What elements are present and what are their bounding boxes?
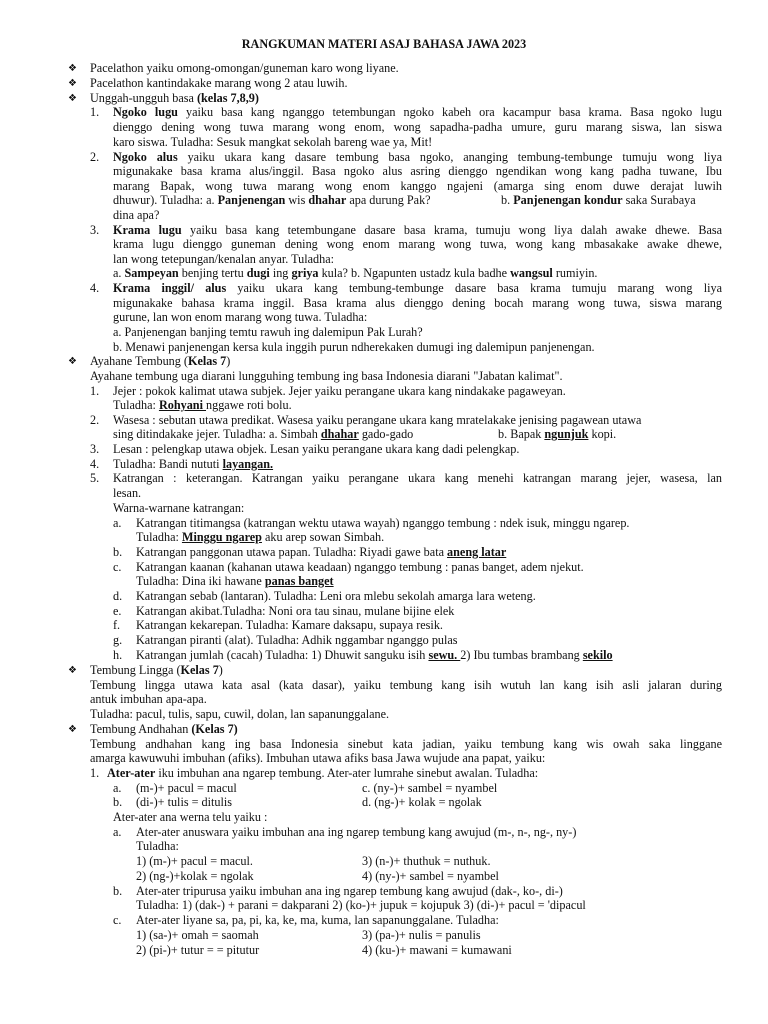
sub-marker: b. (113, 795, 123, 809)
list-item-line: Katrangan : keterangan. Katrangan yaiku perangane ukara kang menehi katrangan marang jejer, wasesa, lan (113, 471, 722, 485)
list-item-line: migunakake basa krama alus/inggil. Basa ngoko alus asring dienggo ngendikan wong kang padha tuwane, Ibu (113, 164, 722, 178)
example-right: 3) (pa-)+ nulis = panulis (362, 928, 481, 942)
list-number: 1. (90, 105, 100, 119)
sub-marker: a. (113, 781, 122, 795)
example-left: 1) (m-)+ pacul = macul. (136, 854, 253, 868)
list-item-line: b. Bapak ngunjuk kopi. (498, 427, 617, 441)
bullet-icon: ❖ (68, 356, 77, 367)
list-item-line: a. Sampeyan benjing tertu dugi ing griya kula? b. Ngapunten ustadz kula badhe wangsul rumiyin. (113, 266, 598, 280)
sub-item: Katrangan piranti (alat). Tuladha: Adhik nggambar nganggo pulas (136, 633, 458, 647)
sub-item: Katrangan jumlah (cacah) Tuladha: 1) Dhuwit sanguku isih sewu. 2) Ibu tumbas brambang sekilo (136, 648, 613, 662)
sub-item: Katrangan titimangsa (katrangan wektu utawa wayah) nganggo tembung : ndek isuk, minggu ngarep. (136, 516, 630, 530)
sub-marker: e. (113, 604, 122, 618)
list-item-line: b. Panjenengan kondur saka Surabaya (501, 193, 696, 207)
sub-item: Ater-ater liyane sa, pa, pi, ka, ke, ma, kuma, lan sapanunggalane. Tuladha: (136, 913, 499, 927)
paragraph-line: Tuladha: pacul, tulis, sapu, cuwil, dolan, lan sapanunggalane. (90, 707, 390, 721)
sub-marker: b. (113, 545, 123, 559)
paragraph-line: antuk imbuhan apa-apa. (90, 692, 207, 706)
list-item-line: Ngoko lugu yaiku basa kang nganggo tetembungan ngoko kabeh ora kacampur basa krama. Basa ngoko lugu (113, 105, 722, 119)
example-left: (di-)+ tulis = ditulis (136, 795, 233, 809)
section-heading: Tembung Lingga (Kelas 7) (90, 663, 223, 677)
list-number: 3. (90, 223, 100, 237)
bullet-icon: ❖ (68, 93, 77, 104)
sub-item: Ater-ater anuswara yaiku imbuhan ana ing ngarep tembung kang awujud (m-, n-, ng-, ny-) (136, 825, 577, 839)
sub-marker: b. (113, 884, 123, 898)
list-item-line: krama lugu dienggo guneman dening wong enom marang wong tuwa, wong kang mbasakake awake dhewe, (113, 237, 722, 251)
list-item-line: Jejer : pokok kalimat utawa subjek. Jejer yaiku perangane ukara kang nindakake pagaweyan. (113, 384, 566, 398)
sub-marker: h. (113, 648, 123, 662)
sub-item: Katrangan sebab (lantaran). Tuladha: Leni ora mlebu sekolah amarga lara weteng. (136, 589, 536, 603)
paragraph-line: amarga kawuwuhi imbuhan (afiks). Imbuhan utawa afiks basa Jawa wujude ana papat, yaiku: (90, 751, 546, 765)
list-number: 4. (90, 457, 100, 471)
sub-item: Tuladha: Minggu ngarep aku arep sowan Simbah. (136, 530, 385, 544)
sub-marker: a. (113, 825, 122, 839)
sub-item: Tuladha: (136, 839, 179, 853)
list-number: 4. (90, 281, 100, 295)
list-item-line: migunakake bahasa krama inggil. Basa krama alus dienggo dening bocah marang wong tuwa, siswa marang (113, 296, 722, 310)
sub-marker: d. (113, 589, 123, 603)
list-number: 3. (90, 442, 100, 456)
sub-item: Tuladha: 1) (dak-) + parani = dakparani 2) (ko-)+ jupuk = kojupuk 3) (di-)+ pacul = 'dipacul (136, 898, 586, 912)
sub-marker: g. (113, 633, 123, 647)
list-number: 2. (90, 150, 100, 164)
section-heading: Unggah-ungguh basa (kelas 7,8,9) (90, 91, 259, 105)
bullet-text: Pacelathon kantindakake marang wong 2 atau luwih. (90, 76, 348, 90)
paragraph-line: Ayahane tembung uga diarani lungguhing tembung ing basa Indonesia diarani "Jabatan kalimat". (90, 369, 563, 383)
list-item-line: Ater-ater ana werna telu yaiku : (113, 810, 268, 824)
example-right: d. (ng-)+ kolak = ngolak (362, 795, 482, 809)
paragraph-line: Tembung andhahan kang ing basa Indonesia sinebut kata jadian, yaiku tembung kang wis owah saka linggane (90, 737, 722, 751)
example-right: 4) (ny-)+ sambel = nyambel (362, 869, 499, 883)
list-item-line: dhuwur). Tuladha: a. Panjenengan wis dhahar apa durung Pak? (113, 193, 431, 207)
example-left: 2) (ng-)+kolak = ngolak (136, 869, 254, 883)
example-right: c. (ny-)+ sambel = nyambel (362, 781, 498, 795)
bullet-icon: ❖ (68, 724, 77, 735)
example-left: (m-)+ pacul = macul (136, 781, 237, 795)
page-title: RANGKUMAN MATERI ASAJ BAHASA JAWA 2023 (241, 37, 527, 51)
list-item-line: marang Bapak, wong tuwa marang wong enom kanggo ngajeni (amarga sing enom duwe derajat luwih (113, 179, 722, 193)
sub-item: Katrangan akibat.Tuladha: Noni ora tau sinau, mulane bijine elek (136, 604, 455, 618)
list-number: 1. (90, 766, 100, 780)
example-left: 1) (sa-)+ omah = saomah (136, 928, 259, 942)
list-item-line: Krama lugu yaiku basa kang tetembungane dasare basa krama, tumuju wong liya dalah awake dhewe. Basa (113, 223, 723, 237)
list-item-line: Ater-ater iku imbuhan ana ngarep tembung. Ater-ater lumrahe sinebut awalan. Tuladha: (107, 766, 539, 780)
sub-item: Katrangan kaanan (kahanan utawa keadaan) nganggo tembung : panas banget, adem njekut. (136, 560, 584, 574)
sub-marker: c. (113, 913, 122, 927)
list-item-line: karo siswa. Tuladha: Sesuk mangkat sekolah bareng wae ya, Mit! (113, 135, 433, 149)
list-item-line: Krama inggil/ alus yaiku ukara kang tembung-tembunge dasare basa krama tumuju marang wong liya (113, 281, 722, 295)
bullet-icon: ❖ (68, 78, 77, 89)
list-item-line: Warna-warnane katrangan: (113, 501, 245, 515)
example-left: 2) (pi-)+ tutur = = pitutur (136, 943, 260, 957)
section-heading: Tembung Andhahan (Kelas 7) (90, 722, 238, 736)
list-item-line: a. Panjenengan banjing temtu rawuh ing dalemipun Pak Lurah? (113, 325, 423, 339)
sub-marker: f. (113, 618, 121, 632)
list-item-line: Tuladha: Bandi nututi layangan. (113, 457, 274, 471)
sub-item: Tuladha: Dina iki hawane panas banget (136, 574, 334, 588)
section-heading: Ayahane Tembung (Kelas 7) (90, 354, 231, 368)
list-item-line: sing ditindakake jejer. Tuladha: a. Simbah dhahar gado-gado (113, 427, 414, 441)
list-item-line: lesan. (113, 486, 142, 500)
list-item-line: dina apa? (113, 208, 160, 222)
paragraph-line: Tembung lingga utawa kata asal (kata dasar), yaiku tembung kang isih wutuh lan kang isih asli jalaran during (90, 678, 722, 692)
sub-item: Katrangan panggonan utawa papan. Tuladha: Riyadi gawe bata aneng latar (136, 545, 507, 559)
list-item-line: dienggo dening wong tuwa marang wong enom, wong sapadha-padha umure, guru marang siswa, lan siswa (113, 120, 722, 134)
bullet-text: Pacelathon yaiku omong-omongan/guneman karo wong liyane. (90, 61, 399, 75)
example-right: 4) (ku-)+ mawani = kumawani (362, 943, 512, 957)
bullet-icon: ❖ (68, 63, 77, 74)
example-right: 3) (n-)+ thuthuk = nuthuk. (362, 854, 491, 868)
list-item-line: gurune, lan won enom marang wong tuwa. Tuladha: (113, 310, 368, 324)
list-number: 1. (90, 384, 100, 398)
list-number: 5. (90, 471, 100, 485)
list-number: 2. (90, 413, 100, 427)
list-item-line: Ngoko alus yaiku ukara kang dasare tembung basa ngoko, ananging tembung-tembunge tumuju wong liya (113, 150, 722, 164)
list-item-line: lan wong tetepungan/kenalan anyar. Tuladha: (113, 252, 335, 266)
sub-marker: a. (113, 516, 122, 530)
list-item-line: Lesan : pelengkap utawa objek. Lesan yaiku perangane ukara kang dadi pelengkap. (113, 442, 520, 456)
bullet-icon: ❖ (68, 665, 77, 676)
list-item-line: Wasesa : sebutan utawa predikat. Wasesa yaiku perangane ukara kang mratelakake jenising pagawean utawa (113, 413, 642, 427)
sub-item: Ater-ater tripurusa yaiku imbuhan ana ing ngarep tembung kang awujud (dak-, ko-, di-) (136, 884, 563, 898)
list-item-line: b. Menawi panjenengan kersa kula inggih purun ndherekaken dumugi ing dalemipun panjenengan. (113, 340, 595, 354)
sub-marker: c. (113, 560, 122, 574)
sub-item: Katrangan kekarepan. Tuladha: Kamare daksapu, supaya resik. (136, 618, 443, 632)
list-item-line: Tuladha: Rohyani nggawe roti bolu. (113, 398, 292, 412)
